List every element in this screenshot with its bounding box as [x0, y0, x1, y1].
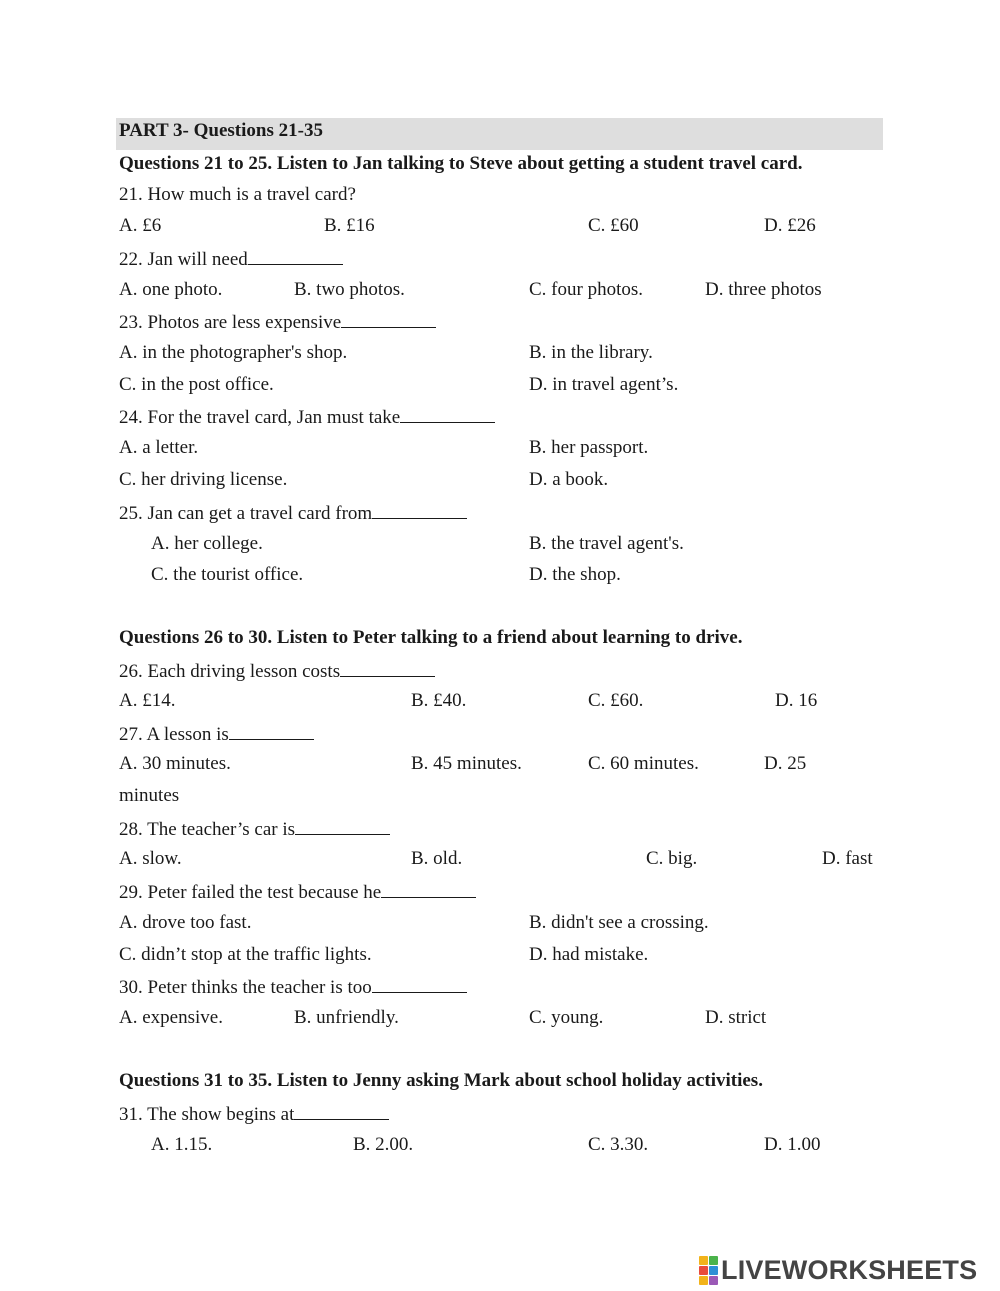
question-line: [119, 500, 467, 526]
option: A. a letter.: [119, 437, 199, 458]
option: D. a book.: [529, 469, 609, 490]
answer-blank[interactable]: [295, 816, 390, 835]
option: D. in travel agent’s.: [529, 374, 679, 395]
answer-blank[interactable]: [248, 246, 343, 265]
option: C. young.: [529, 1007, 604, 1028]
option: A. her college.: [151, 533, 263, 554]
question-stem: 26. Each driving lesson costs: [119, 661, 341, 682]
option: B. didn't see a crossing.: [529, 912, 709, 933]
section-heading: Questions 21 to 25. Listen to Jan talking to Steve about getting a student travel card.: [119, 153, 803, 174]
option: D. 25: [764, 753, 807, 774]
question-line: [119, 816, 390, 842]
option: D. had mistake.: [529, 944, 649, 965]
option: A. £6: [119, 215, 162, 236]
option: B. £40.: [411, 690, 467, 711]
option: C. the tourist office.: [151, 564, 304, 585]
question-line: [119, 658, 435, 684]
option: D. the shop.: [529, 564, 621, 585]
option: D. three photos: [705, 279, 822, 300]
question-line: [119, 879, 476, 905]
option: D. 16: [775, 690, 818, 711]
option: A. slow.: [119, 848, 182, 869]
question-line: [119, 1101, 389, 1127]
answer-blank[interactable]: [372, 974, 467, 993]
question-stem: 30. Peter thinks the teacher is too: [119, 977, 372, 998]
option: D. fast: [822, 848, 873, 869]
option: A. in the photographer's shop.: [119, 342, 348, 363]
option: A. one photo.: [119, 279, 223, 300]
answer-blank[interactable]: [372, 500, 467, 519]
option: C. 60 minutes.: [588, 753, 699, 774]
option: C. didn’t stop at the traffic lights.: [119, 944, 372, 965]
option: C. £60.: [588, 690, 644, 711]
option: A. £14.: [119, 690, 176, 711]
option: C. her driving license.: [119, 469, 288, 490]
logo-blocks-icon: [699, 1256, 718, 1285]
option-wrap: minutes: [119, 785, 180, 806]
question-line: [119, 404, 495, 430]
option: C. big.: [646, 848, 698, 869]
option: C. four photos.: [529, 279, 643, 300]
option: B. her passport.: [529, 437, 649, 458]
option: A. 30 minutes.: [119, 753, 231, 774]
question-stem: 23. Photos are less expensive: [119, 312, 342, 333]
liveworksheets-logo[interactable]: [699, 1255, 977, 1285]
answer-blank[interactable]: [341, 309, 436, 328]
option: B. 2.00.: [353, 1134, 414, 1155]
question-stem: 25. Jan can get a travel card from: [119, 503, 373, 524]
answer-blank[interactable]: [400, 404, 495, 423]
option: B. in the library.: [529, 342, 653, 363]
question-stem: 28. The teacher’s car is: [119, 819, 296, 840]
option: B. 45 minutes.: [411, 753, 522, 774]
option: A. 1.15.: [151, 1134, 213, 1155]
option: B. old.: [411, 848, 463, 869]
option: D. 1.00: [764, 1134, 821, 1155]
option: C. £60: [588, 215, 639, 236]
logo-text: LIVEWORKSHEETS: [721, 1254, 978, 1285]
option: C. in the post office.: [119, 374, 274, 395]
question-stem: 22. Jan will need: [119, 249, 248, 270]
question-stem: 31. The show begins at: [119, 1104, 295, 1125]
question-line: [119, 721, 314, 747]
option: B. £16: [324, 215, 375, 236]
question-stem: 21. How much is a travel card?: [119, 184, 356, 205]
question-stem: 27. A lesson is: [119, 724, 229, 745]
option: B. two photos.: [294, 279, 405, 300]
answer-blank[interactable]: [340, 658, 435, 677]
section-heading: Questions 26 to 30. Listen to Peter talking to a friend about learning to drive.: [119, 627, 743, 648]
question-line: [119, 974, 467, 1000]
option: D. £26: [764, 215, 816, 236]
answer-blank[interactable]: [229, 721, 314, 740]
option: B. unfriendly.: [294, 1007, 399, 1028]
question-stem: 29. Peter failed the test because he: [119, 882, 382, 903]
answer-blank[interactable]: [381, 879, 476, 898]
option: D. strict: [705, 1007, 767, 1028]
question-stem: 24. For the travel card, Jan must take: [119, 407, 401, 428]
option: C. 3.30.: [588, 1134, 649, 1155]
part-title: PART 3- Questions 21-35: [119, 120, 323, 141]
section-heading: Questions 31 to 35. Listen to Jenny asking Mark about school holiday activities.: [119, 1070, 763, 1091]
question-line: [119, 309, 436, 335]
option: A. expensive.: [119, 1007, 223, 1028]
option: A. drove too fast.: [119, 912, 252, 933]
question-line: [119, 246, 343, 272]
answer-blank[interactable]: [294, 1101, 389, 1120]
option: B. the travel agent's.: [529, 533, 684, 554]
